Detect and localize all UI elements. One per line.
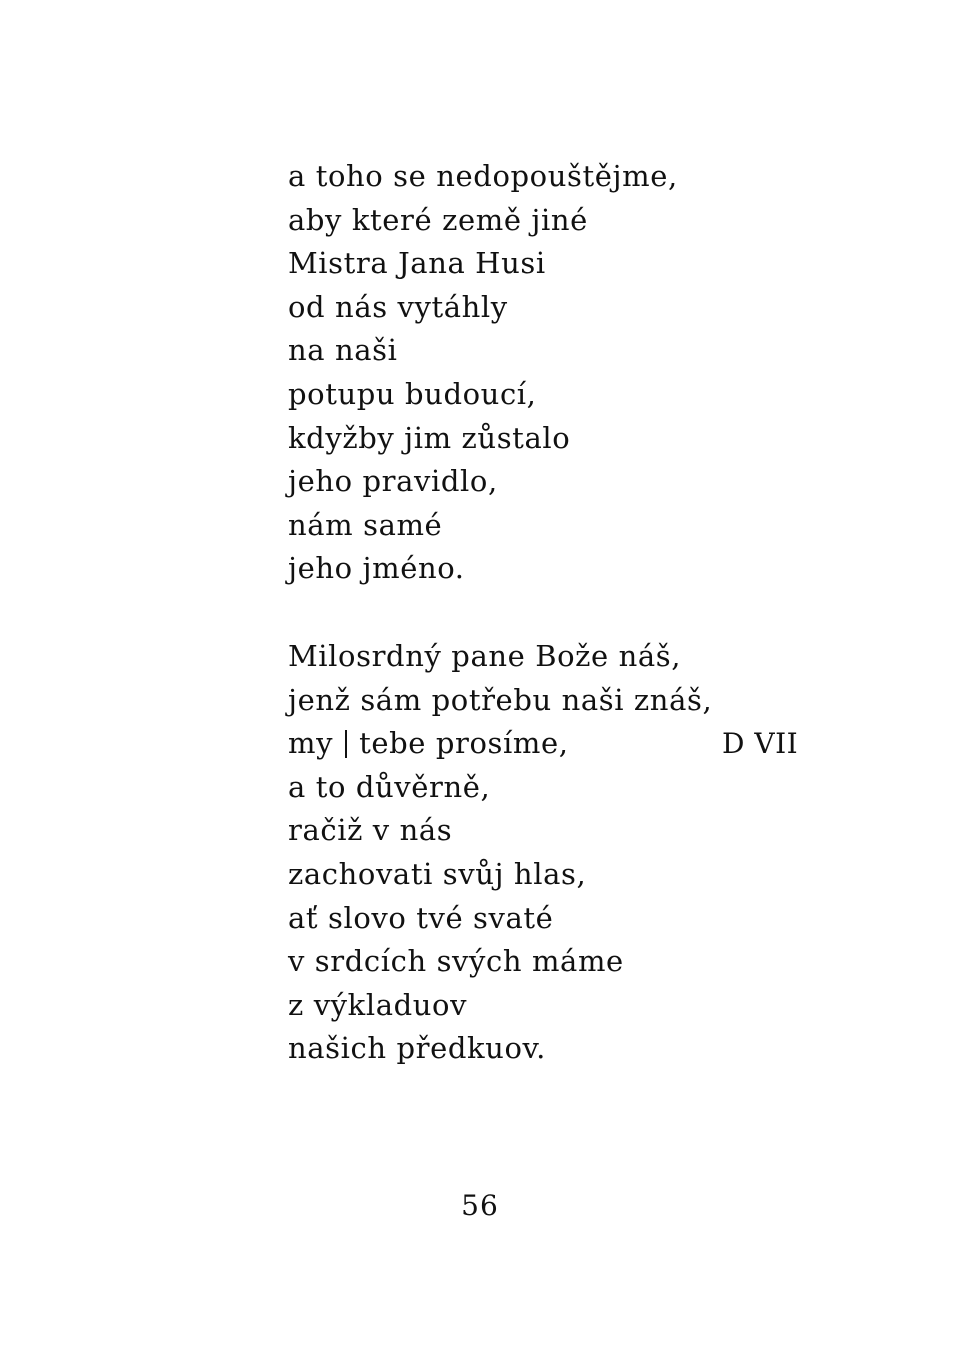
verse-fragment: my — [288, 726, 334, 761]
verse-line: nám samé — [288, 507, 443, 542]
verse-line: Mistra Jana Husi — [288, 246, 546, 281]
stanza-2 — [288, 635, 712, 1071]
verse-line: jeho pravidlo, — [288, 464, 498, 499]
page-number: 56 — [461, 1189, 499, 1222]
verse-line: potupu budoucí, — [288, 376, 537, 411]
verse-line: od nás vytáhly — [288, 289, 508, 324]
stanza-1 — [288, 155, 678, 591]
verse-line: kdyžby jim zůstalo — [288, 420, 571, 455]
verse-line: Milosrdný pane Bože náš, — [288, 639, 682, 673]
verse-line: aby které země jiné — [288, 202, 588, 237]
verse-line: a toho se nedopouštějme, — [288, 159, 678, 193]
verse-line: račiž v nás — [288, 813, 453, 848]
verse-line-with-page-break — [288, 722, 712, 766]
marginal-signature-note: D VII — [722, 727, 799, 760]
verse-line: jeho jméno. — [288, 551, 465, 586]
verse-line: na naši — [288, 333, 398, 368]
page-break-marker — [345, 730, 347, 758]
verse-line: jenž sám potřebu naši znáš, — [288, 682, 713, 717]
verse-line: našich předkuov. — [288, 1031, 546, 1066]
verse-line: ať slovo tvé svaté — [288, 900, 554, 935]
verse-line: zachovati svůj hlas, — [288, 856, 587, 891]
verse-line: v srdcích svých máme — [288, 944, 624, 979]
verse-line: z výkladuov — [288, 987, 468, 1022]
verse-fragment: tebe prosíme, — [359, 726, 569, 761]
verse-line: a to důvěrně, — [288, 769, 491, 804]
